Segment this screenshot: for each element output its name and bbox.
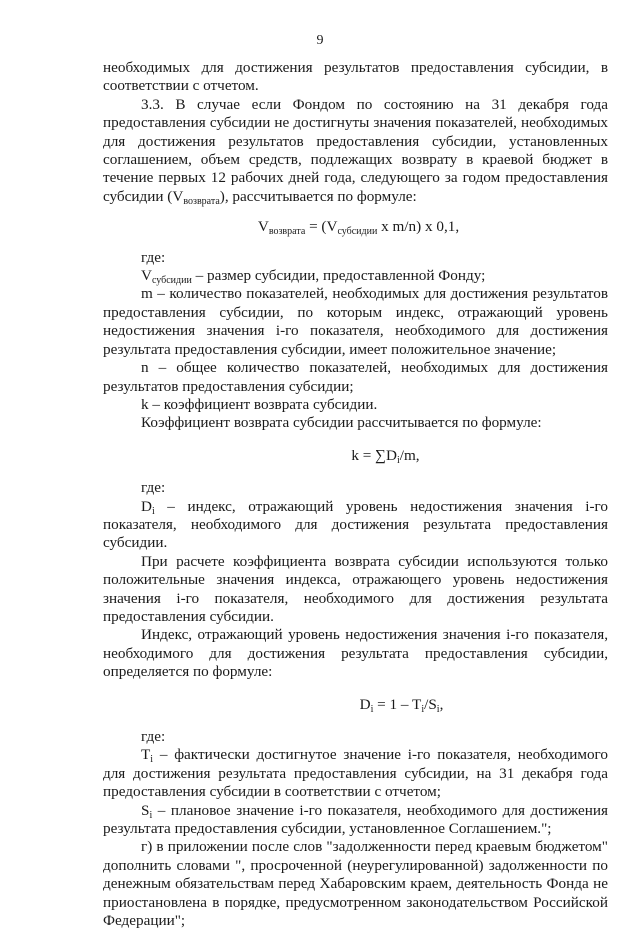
page-number: 9 [316,33,324,48]
definition-v-subsidy: $V_{субсидии}$ – размер субсидии, предоставленной Фонду; [141,267,486,287]
formula-return-volume: $V_{возврата} = (V_{субсидии}$ x m/n) x 0,1, [257,218,460,238]
paragraph-3-3-text: 3.3. В случае если Фондом по состоянию на 31 декабря года предоставления субсидии не достигнуты значения показателей, необходимых для достижения результатов предоставления субсидии, установленных соглашением, объем средств, подлежащих возврату в краевой бюджет в течение первых 12 рабочих дней года, следующего за годом предоставления субсидии (V [103,95,608,205]
definition-n: n – общее количество показателей, необходимых для достижения результатов предоставления субсидии; [103,359,608,395]
paragraph-3-3 [103,96,608,206]
where-label-1: где: [141,248,166,266]
formula-d: $D_i = 1 - T_i/S_i$, [359,695,444,715]
k-formula-intro: Коэффициент возврата субсидии рассчитывается по формуле: [141,414,542,432]
where-label-3: где: [141,728,166,745]
index-formula-intro: Индекс, отражающий уровень недостижения значения i-го показателя, необходимого для достижения результата предоставления субсидии, определяется по формуле: [103,626,608,681]
document-body [103,59,608,930]
calculation-note: При расчете коэффициента возврата субсидии используются только положительные значения индекса, отражающего уровень недостижения значения i-го показателя, необходимого для достижения результата предоставления субсидии. [103,552,608,625]
definition-d: $D_i$ – индекс, отражающий уровень недостижения значения i-го показателя, необходимого для достижения результата предоставления субсидии. [103,497,608,552]
where-label-2: где: [141,479,166,497]
definition-s: $S_i$ – плановое значение i-го показателя, необходимого для достижения результата предоставления субсидии, установленное Соглашением."; [103,801,608,838]
formula-k: $k = \sum D_i/m$, [351,446,420,466]
paragraph-continuation: необходимых для достижения результатов предоставления субсидии, в соответствии с отчетом. [103,59,608,95]
subscript-return: возврата [183,195,220,207]
definition-k: k – коэффициент возврата субсидии. [141,395,378,413]
definition-m: m – количество показателей, необходимых для достижения результатов предоставления субсидии, по которым индекс, отражающий уровень недостижения значения i-го показателя, необходимого для достижения результата предоставления субсидии, имеет положительное значение; [103,285,608,358]
paragraph-3-3-end: ), рассчитывается по формуле: [219,187,417,205]
definition-t: $T_i$ – фактически достигнутое значение i-го показателя, необходимого для достижения результата предоставления субсидии, на 31 декабря года предоставления субсидии в соответствии с отчетом; [103,746,608,801]
amendment-item-g: г) в приложении после слов "задолженности перед краевым бюджетом" дополнить словами ", просроченной (неурегулированной) задолженности по денежным обязательствам перед Хабаровским краем, деятельность Фонда не приостановлена в порядке, предусмотренном законодательством Российской Федерации"; [103,838,608,930]
